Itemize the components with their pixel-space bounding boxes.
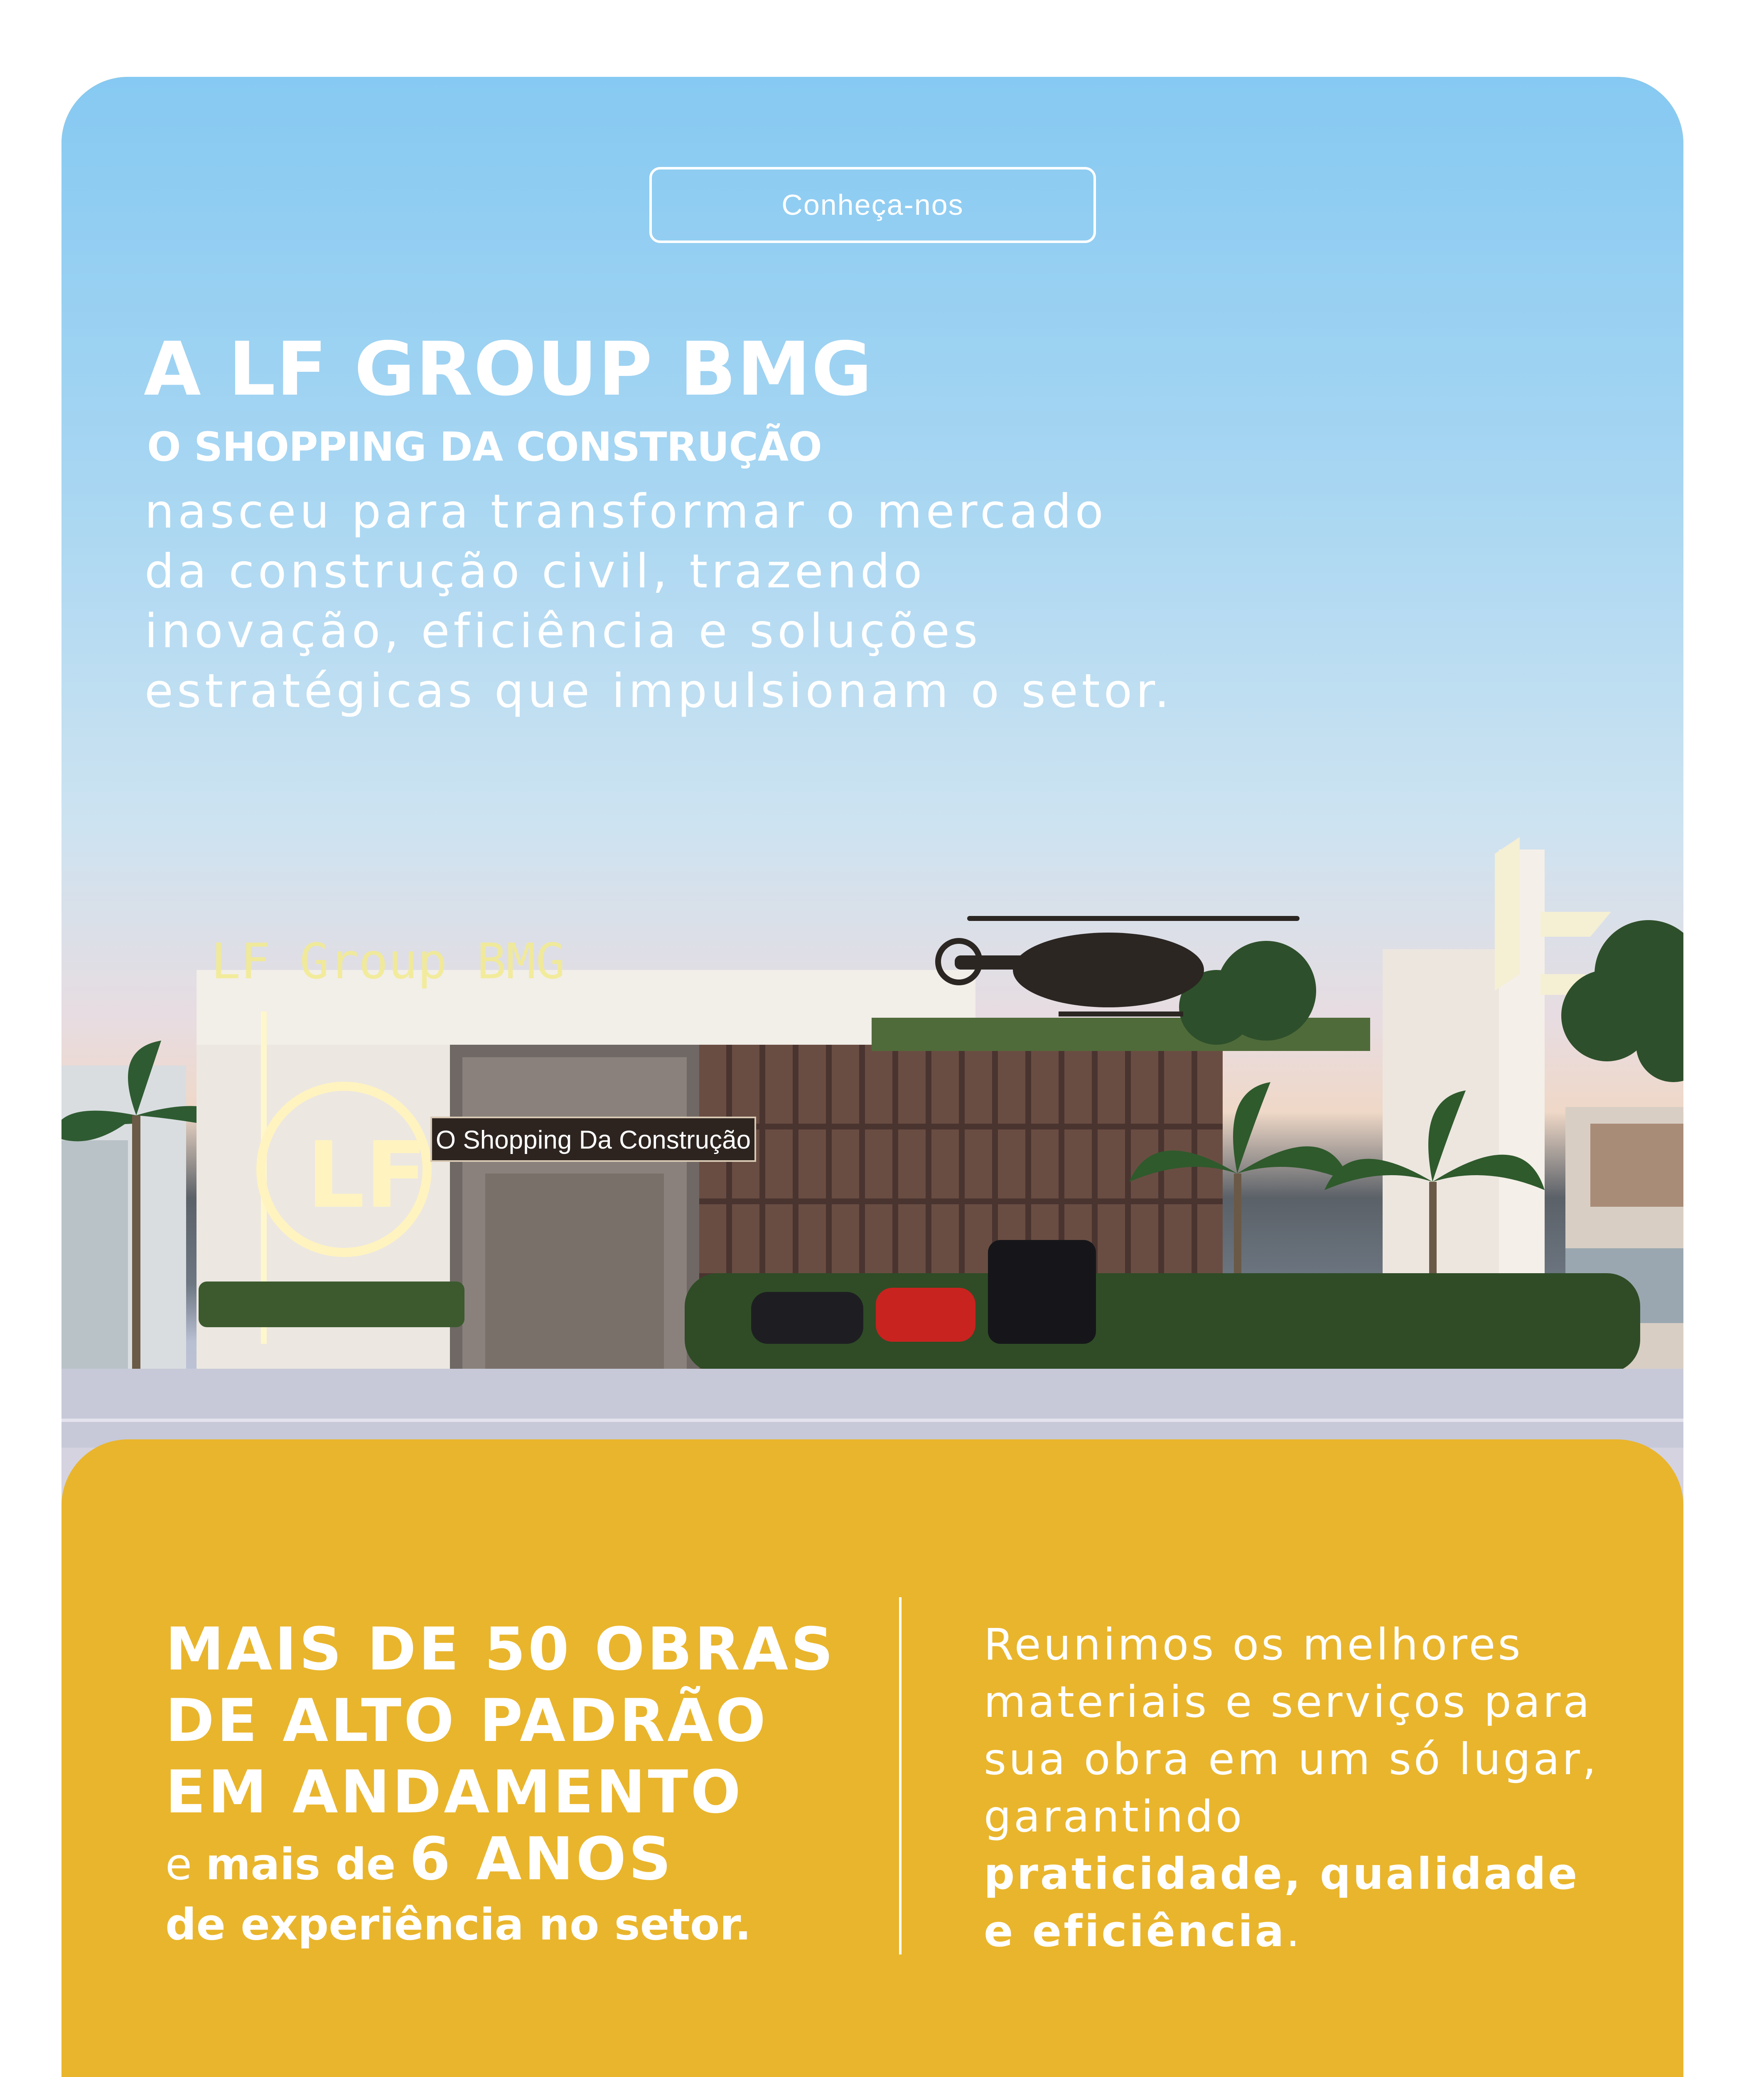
experience-block [165,1614,872,1954]
services-highlight-2: e eficiência [984,1906,1286,1957]
stat-years: 6 ANOS [409,1825,674,1893]
stat-line-4-mid: mais de [206,1839,396,1890]
intro-paragraph: nasceu para transformar o mercado da construção civil, trazendo inovação, eficiência e soluções estratégicas que impulsionam o setor. [145,485,1173,718]
stat-line-4 [165,1825,872,1895]
services-end: . [1286,1906,1302,1957]
roof-sign: LF Group BMG [211,933,565,990]
building-illustration [61,77,1683,1514]
main-card [61,77,1683,2077]
stat-line-1: MAIS DE 50 OBRAS [165,1615,836,1684]
page-subtitle: O SHOPPING DA CONSTRUÇÃO [147,424,822,470]
stat-line-5: de experiência no setor. [165,1899,752,1950]
know-us-button[interactable]: Conheça-nos [649,167,1096,243]
services-highlight-1: praticidade, qualidade [984,1849,1580,1899]
stats-panel [61,1439,1683,2077]
stat-line-3: EM ANDAMENTO [165,1758,743,1827]
services-paragraph [984,1616,1649,1960]
svg-text:LF: LF [307,1122,427,1228]
page-title: A LF GROUP BMG [144,326,873,412]
facade-sign: O Shopping Da Construção [435,1126,751,1154]
hero-section [61,77,1683,1514]
stat-line-4-pre: e [165,1839,192,1890]
services-text: Reunimos os melhores materiais e serviços para sua obra em um só lugar, garantindo [984,1619,1599,1842]
stat-line-2: DE ALTO PADRÃO [165,1687,768,1755]
divider [899,1597,902,1954]
